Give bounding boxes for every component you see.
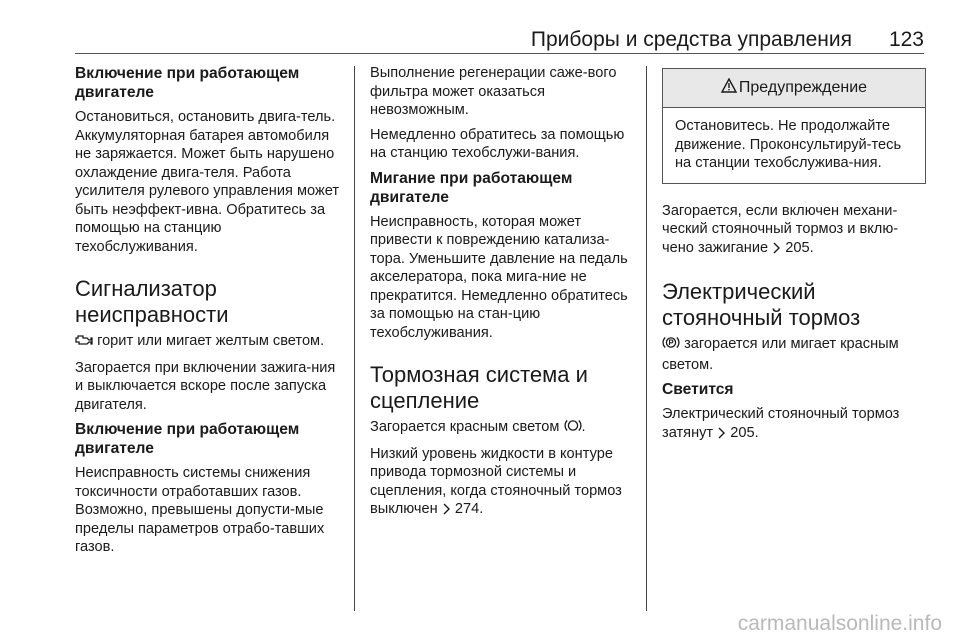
paragraph-red-light-text: Загорается красным светом: [370, 419, 560, 435]
paragraph-catalyst: Неисправность, которая может привести к повреждению катализа-тора. Уменьшите давление на педаль акселератора, пока мига-ние не прекратится. Немедленно обратитесь за помощью на стан-цию техобслуживания.: [370, 213, 628, 341]
heading-engine-running: Включение при работающем двигателе: [75, 65, 300, 101]
heading-malfunction-indicator: Сигнализатор неисправности: [75, 276, 229, 327]
paragraph-epb: [662, 335, 926, 374]
page-ref-arrow-icon: [442, 502, 451, 521]
paragraph-malfunction: [75, 332, 343, 353]
paragraph-fluid-text: Низкий уровень жидкости в контуре привода тормозной системы и сцепления, когда стояночный тормоз выключен: [370, 445, 622, 517]
paragraph-emission: Неисправность системы снижения токсичности отработавших газов. Возможно, превышены допусти-мые пределы параметров отрабо-тавших газов.: [75, 465, 325, 555]
heading-engine-running-2: Включение при работающем двигателе: [75, 421, 300, 457]
paragraph-red-light: Загорается красным светом .: [370, 418, 632, 439]
page-ref-205b[interactable]: 205.: [730, 424, 759, 441]
heading-lit: Светится: [662, 381, 734, 398]
paragraph-applied: [662, 405, 926, 444]
paragraph-mech-brake-text: Загорается, если включен механи-ческий стояночный тормоз и вклю-чено зажигание: [662, 202, 899, 256]
page-header: [0, 0, 960, 60]
parking-brake-icon: [662, 335, 680, 356]
paragraph-malfunction-text: горит или мигает желтым светом.: [97, 333, 325, 349]
brake-warning-icon: [564, 418, 582, 439]
heading-blinking: Мигание при работающем двигателе: [370, 169, 573, 206]
engine-check-icon: [75, 334, 93, 353]
paragraph-regeneration: Выполнение регенерации саже-вого фильтра может оказаться невозможным.: [370, 65, 617, 118]
column-3: [662, 64, 926, 450]
footer-watermark: carmanualsonline.info: [737, 612, 942, 635]
header-rule: [75, 53, 924, 54]
paragraph-applied-text: Электрический стояночный тормоз затянут: [662, 406, 900, 441]
column-1: [75, 64, 343, 563]
column-2: [370, 64, 632, 527]
paragraph-epb-text: загорается или мигает красным светом.: [662, 336, 899, 373]
page-ref-205a[interactable]: 205.: [785, 239, 814, 256]
page-ref-arrow-icon: [772, 241, 781, 260]
warning-header: [663, 69, 925, 108]
page-ref-274[interactable]: 274.: [454, 501, 484, 517]
header-title: Приборы и средства управления: [530, 28, 852, 51]
paragraph-stop-engine: Остановиться, остановить двига-тель. Аккумуляторная батарея автомобиля не заряжается. Может быть нарушено охлаждение двига-теля. Работа усилителя рулевого управления может быть неэффект-ивна. Обратитесь за помощью на станцию техобслуживания.: [75, 109, 340, 255]
warning-title: Предупреждение: [738, 79, 868, 96]
warning-box: [662, 68, 926, 184]
warning-triangle-icon: [721, 78, 737, 93]
page-number: 123: [888, 28, 924, 51]
heading-brake-clutch: Тормозная система и сцепление: [370, 362, 588, 413]
paragraph-fluid-level: [370, 445, 632, 521]
heading-electric-parking-brake: Электрический стояночный тормоз: [662, 279, 861, 330]
column-divider-1: [354, 66, 355, 611]
paragraph-mechanical-brake: [662, 202, 926, 260]
column-divider-2: [646, 66, 647, 611]
paragraph-ignition: Загорается при включении зажига-ния и выключается вскоре после запуска двигателя.: [75, 359, 336, 413]
paragraph-contact-service: Немедленно обратитесь за помощью на станцию техобслужи-вания.: [370, 126, 625, 161]
warning-text: Остановитесь. Не продолжайте движение. Проконсультируй-тесь на станции техобслужива-ния.: [675, 118, 902, 171]
page-ref-arrow-icon: [717, 426, 726, 445]
